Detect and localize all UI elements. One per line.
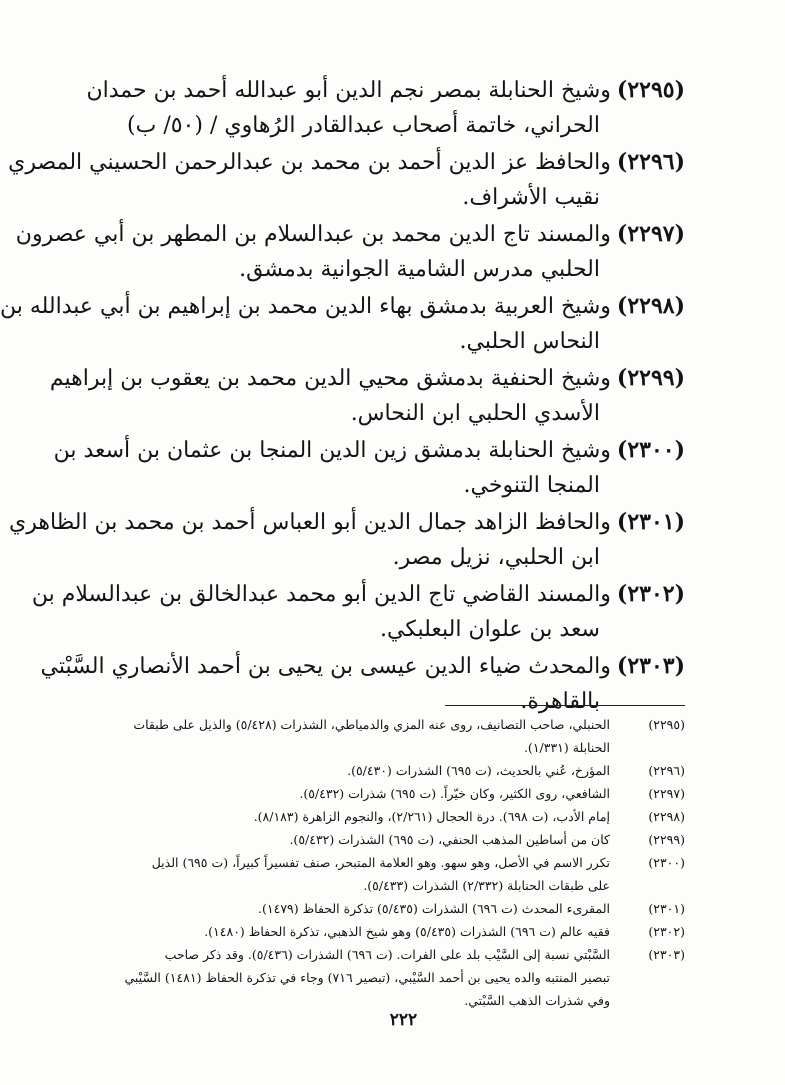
entry-line-1: والمسند القاضي تاج الدين أبو محمد عبدالخالق بن عبدالسلام بن — [31, 582, 611, 607]
entry-line-1: والحافظ عز الدين أحمد بن محمد بن عبدالرحمن الحسيني المصري — [8, 150, 611, 175]
footnote-2303 — [110, 943, 685, 1012]
footnote-divider — [445, 705, 685, 706]
footnote-line: الحنبلي، صاحب التصانيف، روى عنه المزي والدمياطي، الشذرات (٥/٤٢٨) والذيل على طبقات — [133, 717, 610, 732]
page-number: ٢٢٢ — [389, 1010, 418, 1030]
footnote-line: الشافعي، روى الكثير، وكان خيّراً. (ت ٦٩٥) شذرات (٥/٤٣٢). — [299, 786, 610, 801]
footnote-line: تكرر الاسم في الأصل، وهو سهو. وهو العلامة المتبحر، صنف تفسيراً كبيراً، (ت ٦٩٥) الذيل — [151, 855, 610, 870]
entry-2299 — [49, 360, 685, 432]
entry-2302 — [31, 576, 685, 648]
entry-line-1: والمسند تاج الدين محمد بن عبدالسلام بن المطهر بن أبي عصرون — [15, 222, 611, 247]
footnote-number: (٢٢٩٥) — [648, 717, 685, 732]
entry-line-1: وشيخ الحنابلة بمصر نجم الدين أبو عبدالله أحمد بن حمدان — [86, 78, 611, 103]
footnote-line: الحنابلة (١/٣٣١). — [523, 740, 610, 755]
footnote-number: (٢٢٩٩) — [648, 832, 685, 847]
footnote-line: كان من أساطين المذهب الحنفي، (ت ٦٩٥) الشذرات (٥/٤٣٢). — [289, 832, 610, 847]
footnote-2297 — [110, 782, 685, 805]
footnote-2300 — [110, 851, 685, 897]
entry-line-2: نقيب الأشراف. — [462, 185, 600, 210]
footnote-number: (٢٣٠٠) — [648, 855, 685, 870]
entry-number: (٢٣٠٠) — [616, 437, 685, 463]
footnote-2301 — [110, 897, 685, 920]
entry-line-2: المنجا التنوخي. — [463, 473, 600, 498]
footnote-line: فقيه عالم (ت ٦٩٦) الشذرات (٥/٤٣٥) وهو شيخ الذهبي، تذكرة الحفاظ (١٤٨٠). — [204, 924, 610, 939]
entry-2301 — [9, 504, 685, 576]
entry-2296 — [8, 144, 685, 216]
entry-2298 — [0, 288, 685, 360]
footnote-line: المؤرخ، عُني بالحديث، (ت ٦٩٥) الشذرات (٥/٤٣٠). — [347, 763, 610, 778]
entry-line-1: وشيخ العربية بدمشق بهاء الدين محمد بن إبراهيم بن أبي عبدالله بن — [0, 294, 611, 319]
entry-number: (٢٣٠٣) — [616, 653, 685, 679]
main-text — [0, 72, 685, 720]
footnote-number: (٢٢٩٧) — [648, 786, 685, 801]
entry-2300 — [53, 432, 685, 504]
footnote-number: (٢٣٠٢) — [648, 924, 685, 939]
entry-number: (٢٢٩٦) — [616, 149, 685, 175]
footnote-number: (٢٣٠١) — [648, 901, 685, 916]
footnote-line: المقرىء المحدث (ت ٦٩٦) الشذرات (٥/٤٣٥) تذكرة الحفاظ (١٤٧٩). — [258, 901, 610, 916]
footnote-line: وفي شذرات الذهب السَّبْتي. — [464, 993, 610, 1008]
entry-number: (٢٢٩٨) — [616, 293, 685, 319]
entry-line-2: الحلبي مدرس الشامية الجوانية بدمشق. — [239, 257, 600, 282]
footnote-2295 — [110, 713, 685, 759]
entry-2297 — [15, 216, 685, 288]
footnote-2298 — [110, 805, 685, 828]
entry-2303 — [40, 648, 685, 720]
entry-line-2: النحاس الحلبي. — [459, 329, 600, 354]
entry-line-2: ابن الحلبي، نزيل مصر. — [392, 545, 600, 570]
entry-line-2: الأسدي الحلبي ابن النحاس. — [350, 401, 600, 426]
footnote-line: السَّبْتي نسبة إلى السَّيْب بلد على الفرات. (ت ٦٩٦) الشذرات (٥/٤٣٦). وقد ذكر صاحب — [164, 947, 610, 962]
entry-line-1: والحافظ الزاهد جمال الدين أبو العباس أحمد بن محمد بن الظاهري — [9, 510, 611, 535]
entry-2295 — [86, 72, 685, 144]
entry-number: (٢٣٠٢) — [616, 581, 685, 607]
entry-number: (٢٢٩٩) — [616, 365, 685, 391]
entry-line-1: والمحدث ضياء الدين عيسى بن يحيى بن أحمد الأنصاري السَّبْتي — [40, 654, 611, 679]
footnotes — [110, 713, 685, 1012]
entry-line-2: بالقاهرة. — [520, 689, 600, 714]
footnote-line: إمام الأدب، (ت ٦٩٨). درة الحجال (٢/٢٦١)، والنجوم الزاهرة (٨/١٨٣). — [253, 809, 610, 824]
entry-number: (٢٣٠١) — [616, 509, 685, 535]
footnote-number: (٢٢٩٦) — [648, 763, 685, 778]
entry-line-2: الحراني، خاتمة أصحاب عبدالقادر الرُهاوي / (٥٠/ ب) — [127, 113, 600, 138]
footnote-number: (٢٢٩٨) — [648, 809, 685, 824]
entry-number: (٢٢٩٧) — [616, 221, 685, 247]
footnote-number: (٢٣٠٣) — [648, 947, 685, 962]
footnote-line: تبصير المنتبه والده يحيى بن أحمد السَّيْبي، (تبصير ٧١٦) وجاء في تذكرة الحفاظ (١٤٨١) السَّيْبي — [124, 970, 610, 985]
footnote-line: على طبقات الحنابلة (٢/٣٣٢) الشذرات (٥/٤٣٣). — [363, 878, 610, 893]
entry-line-2: سعد بن علوان البعلبكي. — [380, 617, 600, 642]
footnote-2302 — [110, 920, 685, 943]
entry-line-1: وشيخ الحنفية بدمشق محيي الدين محمد بن يعقوب بن إبراهيم — [49, 366, 611, 391]
footnote-2299 — [110, 828, 685, 851]
footnote-2296 — [110, 759, 685, 782]
entry-line-1: وشيخ الحنابلة بدمشق زين الدين المنجا بن عثمان بن أسعد بن — [53, 438, 611, 463]
entry-number: (٢٢٩٥) — [616, 77, 685, 103]
